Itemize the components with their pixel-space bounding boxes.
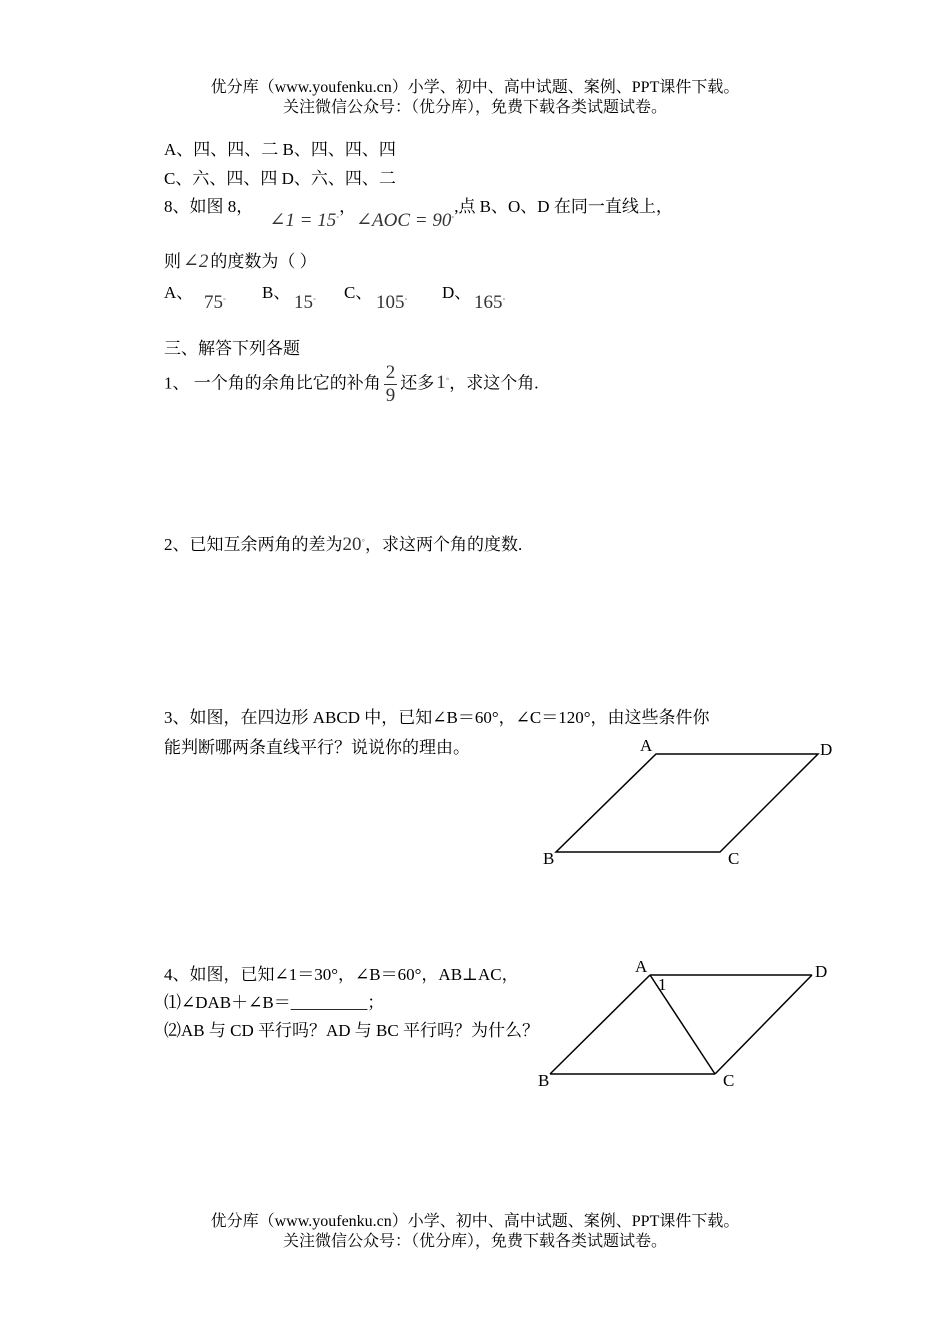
label-c: C bbox=[728, 849, 740, 868]
fraction-numerator: 2 bbox=[385, 362, 396, 383]
label-angle-1: 1 bbox=[658, 975, 667, 994]
q8-option-d-value: 165 bbox=[474, 292, 503, 313]
q8-line2-prefix: 则 bbox=[164, 252, 181, 271]
q8-angle-aoc: ∠AOC = 90 bbox=[356, 210, 452, 231]
q8-option-a-value: 75 bbox=[204, 292, 223, 313]
label-d: D bbox=[815, 962, 828, 981]
problem-2-value: 20 bbox=[342, 534, 362, 555]
q8-prefix: 8、如图 8， bbox=[164, 197, 254, 216]
q7-options-line-2: C、六、四、四 D、六、四、二 bbox=[164, 169, 396, 188]
q8-option-a: A、 75◦ bbox=[164, 283, 226, 313]
segment-ba bbox=[550, 975, 650, 1074]
problem-4-line-1: 4、如图，已知∠1＝30°，∠B＝60°，AB⊥AC， bbox=[164, 965, 519, 984]
footer-line-1: 优分库（www.youfenku.cn）小学、初中、高中试题、案例、PPT课件下载。 bbox=[210, 1213, 740, 1230]
label-b: B bbox=[538, 1071, 550, 1090]
problem-3-line-2: 能判断哪两条直线平行？说说你的理由。 bbox=[164, 738, 470, 757]
problem-3-line-1: 3、如图，在四边形 ABCD 中，已知∠B＝60°，∠C＝120°，由这些条件你 bbox=[164, 708, 710, 727]
q8-angle-1: ∠1 = 15 bbox=[269, 210, 337, 231]
problem-1-prefix: 1、 一个角的余角比它的补角 bbox=[164, 373, 381, 393]
q8-option-b-value: 15 bbox=[294, 292, 313, 313]
problem-4-line-2: ⑴∠DAB＋∠B＝_________； bbox=[164, 993, 385, 1012]
q8-option-c: C、 105◦ bbox=[344, 283, 408, 313]
fraction-denominator: 9 bbox=[385, 385, 396, 406]
label-d: D bbox=[820, 740, 833, 759]
problem-1-mid: 还多 bbox=[400, 373, 435, 393]
problem-2-prefix: 2、已知互余两角的差为 bbox=[164, 535, 343, 554]
q8-line2-suffix: 的度数为（ ） bbox=[210, 252, 317, 271]
header-line-1: 优分库（www.youfenku.cn）小学、初中、高中试题、案例、PPT课件下载。 bbox=[210, 79, 740, 96]
q8-option-b: B、 15◦ bbox=[262, 283, 316, 313]
label-c: C bbox=[723, 1071, 735, 1090]
q8-comma: ， bbox=[339, 197, 357, 216]
q8-option-d: D、 165◦ bbox=[442, 283, 506, 313]
problem-2-suffix: ，求这两个角的度数. bbox=[365, 535, 523, 554]
problem-2: 2、已知互余两角的差为20◦，求这两个角的度数. bbox=[164, 534, 523, 555]
q8-line-1: 8、如图 8， ∠1 = 15◦，∠AOC = 90◦,点 B、O、D 在同一直线上， bbox=[164, 197, 673, 231]
label-a: A bbox=[640, 736, 653, 755]
problem-1-suffix: ，求这个角. bbox=[449, 373, 539, 393]
q8-angle-2: ∠2 bbox=[183, 251, 209, 272]
q8-option-b-label: B、 bbox=[262, 283, 291, 302]
q8-suffix: ,点 B、O、D 在同一直线上， bbox=[454, 197, 673, 216]
label-b: B bbox=[543, 849, 555, 868]
problem-1: 1、 一个角的余角比它的补角 $\frac{2}{9}$ 还多 1◦，求这个角. bbox=[164, 362, 539, 406]
problem-1-value: 1 bbox=[436, 372, 446, 394]
problem-4-line-3: ⑵AB 与 CD 平行吗？AD 与 BC 平行吗？为什么？ bbox=[164, 1021, 539, 1040]
q8-option-a-label: A、 bbox=[164, 283, 194, 302]
footer-line-2: 关注微信公众号：（优分库），免费下载各类试题试卷。 bbox=[282, 1233, 667, 1250]
q8-option-d-label: D、 bbox=[442, 283, 472, 302]
label-a: A bbox=[635, 957, 648, 976]
q8-option-c-value: 105 bbox=[376, 292, 405, 313]
header-line-2: 关注微信公众号：（优分库），免费下载各类试题试卷。 bbox=[282, 99, 667, 116]
q8-option-c-label: C、 bbox=[344, 283, 373, 302]
section-3-title: 三、解答下列各题 bbox=[164, 339, 300, 358]
segment-dc bbox=[715, 975, 812, 1074]
q7-options-line-1: A、四、四、二 B、四、四、四 bbox=[164, 140, 396, 159]
